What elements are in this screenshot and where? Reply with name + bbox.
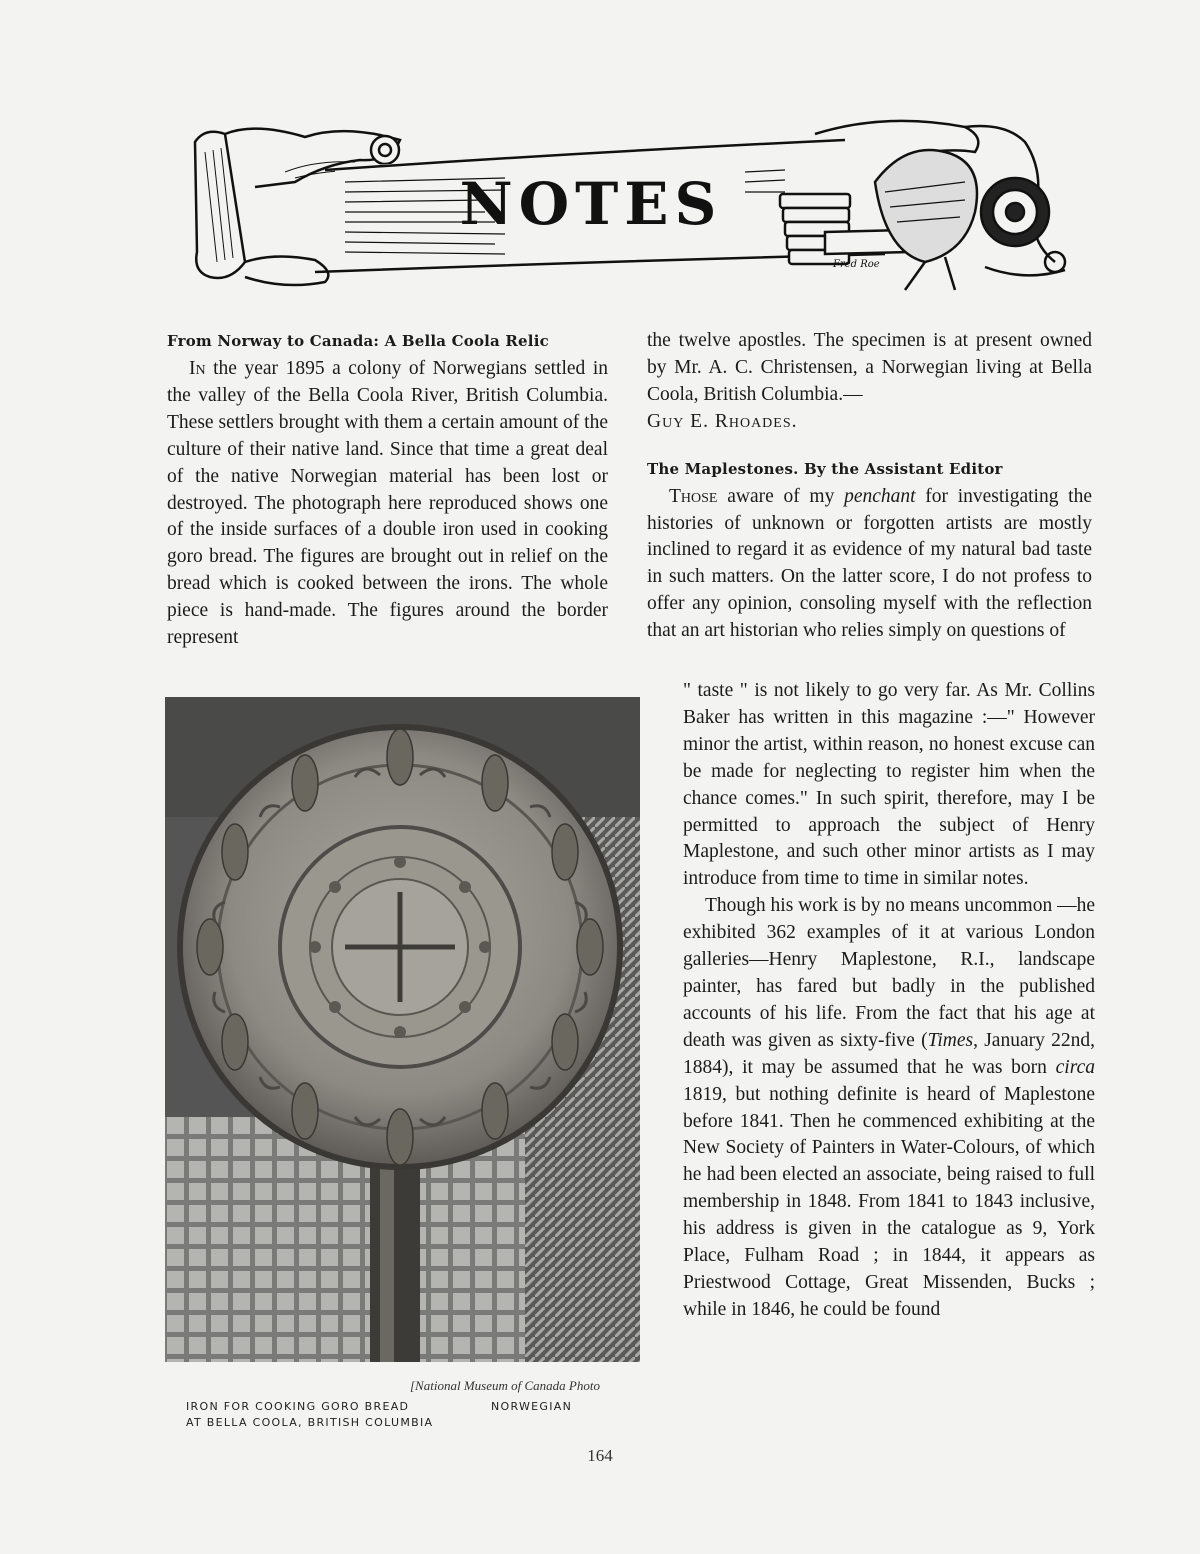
goro-iron-photo (165, 697, 640, 1362)
article1-author: Guy E. Rhoades. (647, 410, 798, 432)
page-number: 164 (587, 1446, 613, 1465)
goro-iron-image (165, 697, 640, 1362)
figure-caption (186, 1399, 586, 1431)
right-column-bottom (683, 678, 1095, 1324)
article1-body-col2: the twelve apostles. The specimen is at present owned by Mr. A. C. Christensen, a Norwegian living at Bella Coola, British Columbia.— (647, 330, 1092, 405)
article2-lead: Those (669, 485, 718, 507)
photo-credit: [National Museum of Canada Photo (410, 1378, 600, 1393)
banner-signature: Fred Roe (833, 259, 880, 270)
article2-para1-c: " taste " is not likely to go very far. As Mr. Collins Baker has written in this magazine :—" However minor the artist, within reason, no honest excuse can be made for neglecting to register him when the chance comes." In such spirit, therefore, may I be permitted to approach the subject of Henry Maplestone, and such other minor artists as I may introduce from time to time in similar notes. (683, 680, 1095, 890)
article2-para2-b: , January 22nd, 1884), it may be assumed that he was born (683, 1029, 1095, 1078)
article2-penchant: penchant (844, 485, 916, 507)
right-column-top (647, 328, 1092, 645)
article2-heading: The Maplestones. By the Assistant Editor (647, 459, 1003, 478)
article2-circa: circa (1055, 1056, 1095, 1078)
article1-heading: From Norway to Canada: A Bella Coola Relic (167, 332, 549, 350)
article2-paragraph-1a (647, 484, 1092, 645)
article1-dropcap: In (189, 358, 206, 379)
caption-line-2: AT BELLA COOLA, BRITISH COLUMBIA (186, 1416, 434, 1429)
article2-para2-c: 1819, but nothing definite is heard of Maplestone before 1841. Then he commenced exhibiting at the New Society of Painters in Water-Colours, of which he had been elected an associate, being raised to full membership in 1848. From 1841 to 1843 inclusive, his address is given in the catalogue as 9, York Place, Fulham Road ; in 1844, it appears as Priestwood Cottage, Great Missenden, Bucks ; while in 1846, he could be found (683, 1083, 1095, 1320)
article2-para1-a: aware of my (727, 485, 835, 507)
left-column (167, 330, 608, 652)
article1-paragraph (167, 356, 608, 652)
article2-times: Times (927, 1029, 974, 1051)
article2-para1-b: for investigating the histories of unknown or forgotten artists are mostly inclined to regard it as evidence of my natural bad taste in such matters. On the latter score, I do not profess to offer any opinion, consoling myself with the reflection that an art historian who relies simply on questions of (647, 485, 1092, 642)
article1-body-col1: the year 1895 a colony of Norwegians settled in the valley of the Bella Coola River, British Columbia. These settlers brought with them a certain amount of the culture of their native land. Since that time a great deal of the native Norwegian material has been lost or destroyed. The photograph here reproduced shows one of the inside surfaces of a double iron used in cooking goro bread. The figures are brought out in relief on the bread which is cooked between the irons. The whole piece is hand-made. The figures around the border represent (167, 358, 608, 649)
caption-right: NORWEGIAN (491, 1400, 573, 1413)
article2-paragraph-2 (683, 893, 1095, 1324)
caption-line-1: IRON FOR COOKING GORO BREAD (186, 1400, 410, 1413)
notes-banner (185, 112, 1085, 292)
article2-para2-a: Though his work is by no means uncommon —he exhibited 362 examples of it at various London galleries—Henry Maplestone, R.I., landscape painter, has fared but badly in the published accounts of his life. From the fact that his age at death was given as sixty-five ( (683, 895, 1095, 1051)
banner-title: NOTES (459, 170, 723, 238)
